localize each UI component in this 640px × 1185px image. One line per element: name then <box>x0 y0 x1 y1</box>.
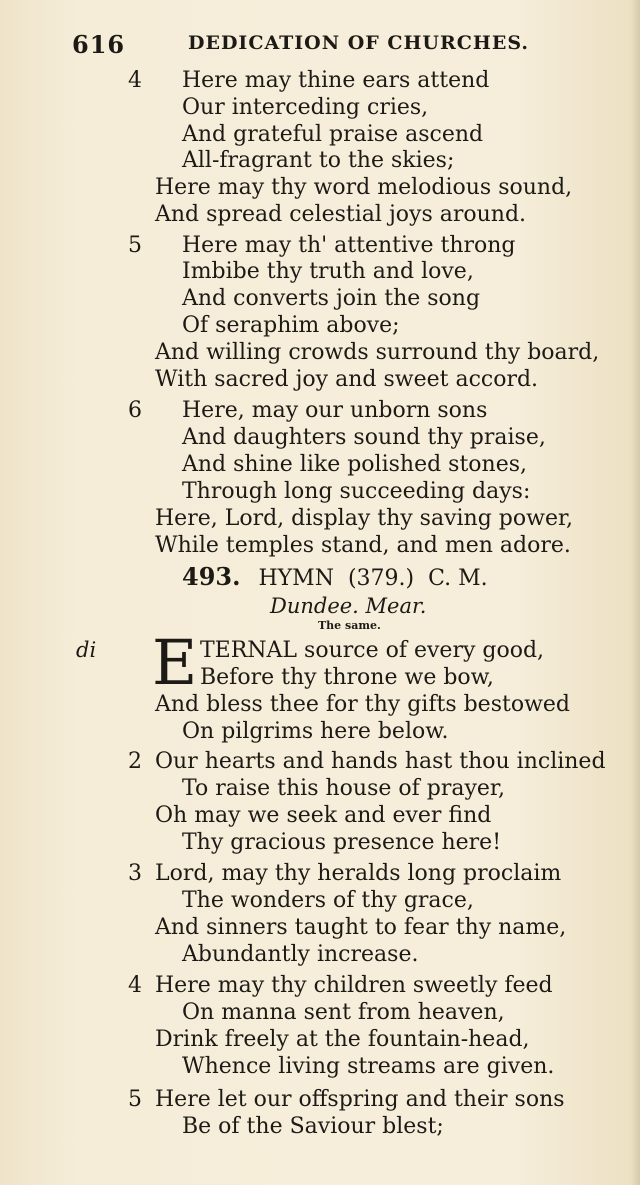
hymn-line: Our hearts and hands hast thou inclined <box>155 749 606 774</box>
hymn-line: Through long succeeding days: <box>182 479 531 504</box>
hymn-line: While temples stand, and men adore. <box>155 533 571 558</box>
hymn-line: And grateful praise ascend <box>182 122 484 147</box>
hymn-line: And shine like polished stones, <box>182 452 528 477</box>
stanza-number: 2 <box>128 749 142 774</box>
hymn-line: Here may thy children sweetly feed <box>155 973 553 998</box>
hymn-line: And bless thee for thy gifts bestowed <box>155 692 571 717</box>
hymn-line: Here, Lord, display thy saving power, <box>155 506 574 531</box>
hymn-line: Before thy throne we bow, <box>200 665 494 690</box>
drop-cap: E <box>152 626 198 699</box>
stanza-number: 5 <box>128 233 142 258</box>
hymn-line: Lord, may thy heralds long proclaim <box>155 861 562 886</box>
stanza-number: 4 <box>128 68 142 93</box>
stanza-number: 3 <box>128 861 142 886</box>
hymn-line: The wonders of thy grace, <box>182 888 474 913</box>
stanza-number: 6 <box>128 398 142 423</box>
hymn-line: Here may thy word melodious sound, <box>155 175 573 200</box>
hymn-line: Of seraphim above; <box>182 313 400 338</box>
hymn-label: HYMN <box>258 566 334 591</box>
hymn-line: With sacred joy and sweet accord. <box>155 367 539 392</box>
hymn-line: TERNAL source of every good, <box>200 638 545 663</box>
hymn-line: And sinners taught to fear thy name, <box>155 915 567 940</box>
running-title: DEDICATION OF CHURCHES. <box>188 32 530 54</box>
hymn-line: Here may thine ears attend <box>182 68 490 93</box>
hymn-subtitle: The same. <box>318 619 381 632</box>
hymn-line: And willing crowds surround thy board, <box>155 340 600 365</box>
hymn-line: Imbibe thy truth and love, <box>182 259 474 284</box>
stanza-number: 4 <box>128 973 142 998</box>
hymn-line: Abundantly increase. <box>182 942 419 967</box>
hymn-meter: C. M. <box>428 566 488 591</box>
hymn-line: Oh may we seek and ever find <box>155 803 492 828</box>
hymn-line: On pilgrims here below. <box>182 719 449 744</box>
hymn-line: Be of the Saviour blest; <box>182 1114 444 1139</box>
hymn-heading <box>182 562 488 591</box>
hymn-line: And daughters sound thy praise, <box>182 425 546 450</box>
margin-annotation: di <box>76 638 97 662</box>
hymn-line: Thy gracious presence here! <box>182 830 502 855</box>
hymn-line: Here, may our unborn sons <box>182 398 488 423</box>
hymn-line: Our interceding cries, <box>182 95 429 120</box>
hymn-line: Here may th' attentive throng <box>182 233 516 258</box>
hymn-line: Drink freely at the fountain-head, <box>155 1027 530 1052</box>
hymn-number: 493. <box>182 562 241 591</box>
page-number: 616 <box>72 30 126 59</box>
tune-names: Dundee. Mear. <box>270 594 427 618</box>
hymn-line: Whence living streams are given. <box>182 1054 555 1079</box>
hymn-line: To raise this house of prayer, <box>182 776 506 801</box>
stanza-number: 5 <box>128 1087 142 1112</box>
hymn-line: On manna sent from heaven, <box>182 1000 505 1025</box>
hymn-line: And spread celestial joys around. <box>155 202 527 227</box>
page-edge-shadow <box>630 0 640 1185</box>
hymn-line: All-fragrant to the skies; <box>182 148 455 173</box>
hymn-line: And converts join the song <box>182 286 481 311</box>
hymn-line: Here let our offspring and their sons <box>155 1087 565 1112</box>
hymn-reference: (379.) <box>347 566 415 591</box>
